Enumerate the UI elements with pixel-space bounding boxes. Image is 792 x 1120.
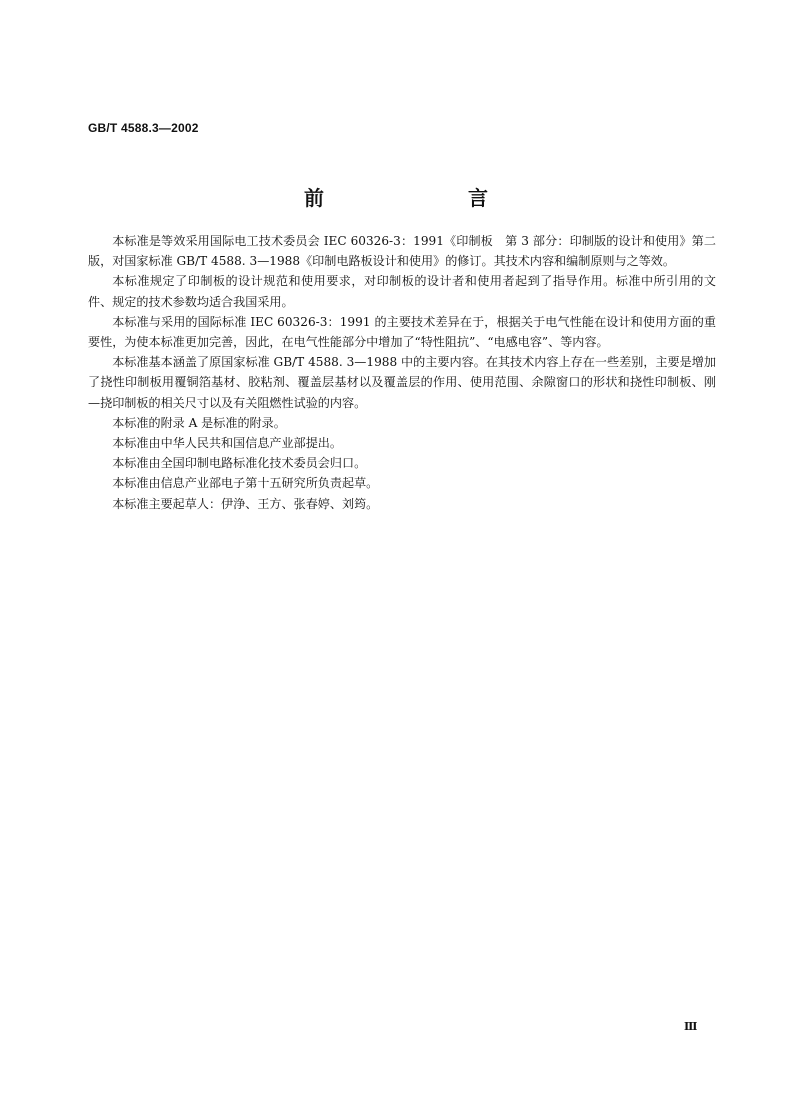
- standard-code: GB/T 4588.3—2002: [88, 121, 199, 135]
- paragraph-drafting-unit: 本标准由信息产业部电子第十五研究所负责起草。: [112, 476, 379, 491]
- paragraph-proposer: 本标准由中华人民共和国信息产业部提出。: [112, 436, 342, 451]
- paragraph-differences: 本标准与采用的国际标准 IEC 60326-3：1991 的主要技术差异在于，根据关于电气性能在设计和使用方面的重要性，为使本标准更加完善，因此，在电气性能部分中增加了“特性阻抗”、“电感电容”、等内容。: [88, 314, 716, 350]
- page-number: Ⅲ: [684, 1020, 698, 1033]
- paragraph-appendix: 本标准的附录 A 是标准的附录。: [112, 415, 286, 430]
- foreword-body: [88, 231, 716, 514]
- paragraph-coverage: 本标准基本涵盖了原国家标准 GB/T 4588. 3—1988 中的主要内容。在其技术内容上存在一些差别，主要是增加了挠性印制板用覆铜箔基材、胶粘剂、覆盖层基材以及覆盖层的作用、使用范围、余隙窗口的形状和挠性印制板、刚—挠印制板的相关尺寸以及有关阻燃性试验的内容。: [88, 355, 716, 410]
- paragraph-committee: 本标准由全国印制电路标准化技术委员会归口。: [112, 456, 367, 471]
- page-title: 前 言: [304, 186, 550, 210]
- paragraph-scope: 本标准规定了印制板的设计规范和使用要求，对印制板的设计者和使用者起到了指导作用。标准中所引用的文件、规定的技术参数均适合我国采用。: [88, 274, 716, 309]
- paragraph-drafters: 本标准主要起草人：伊浄、王方、张春婷、刘筠。: [112, 496, 379, 511]
- paragraph-adoption: 本标准是等效采用国际电工技术委员会 IEC 60326-3：1991《印制板 第 3 部分：印制版的设计和使用》第二版，对国家标准 GB/T 4588. 3—1988《印制电路板设计和使用》的修订。其技术内容和编制原则与之等效。: [88, 234, 716, 269]
